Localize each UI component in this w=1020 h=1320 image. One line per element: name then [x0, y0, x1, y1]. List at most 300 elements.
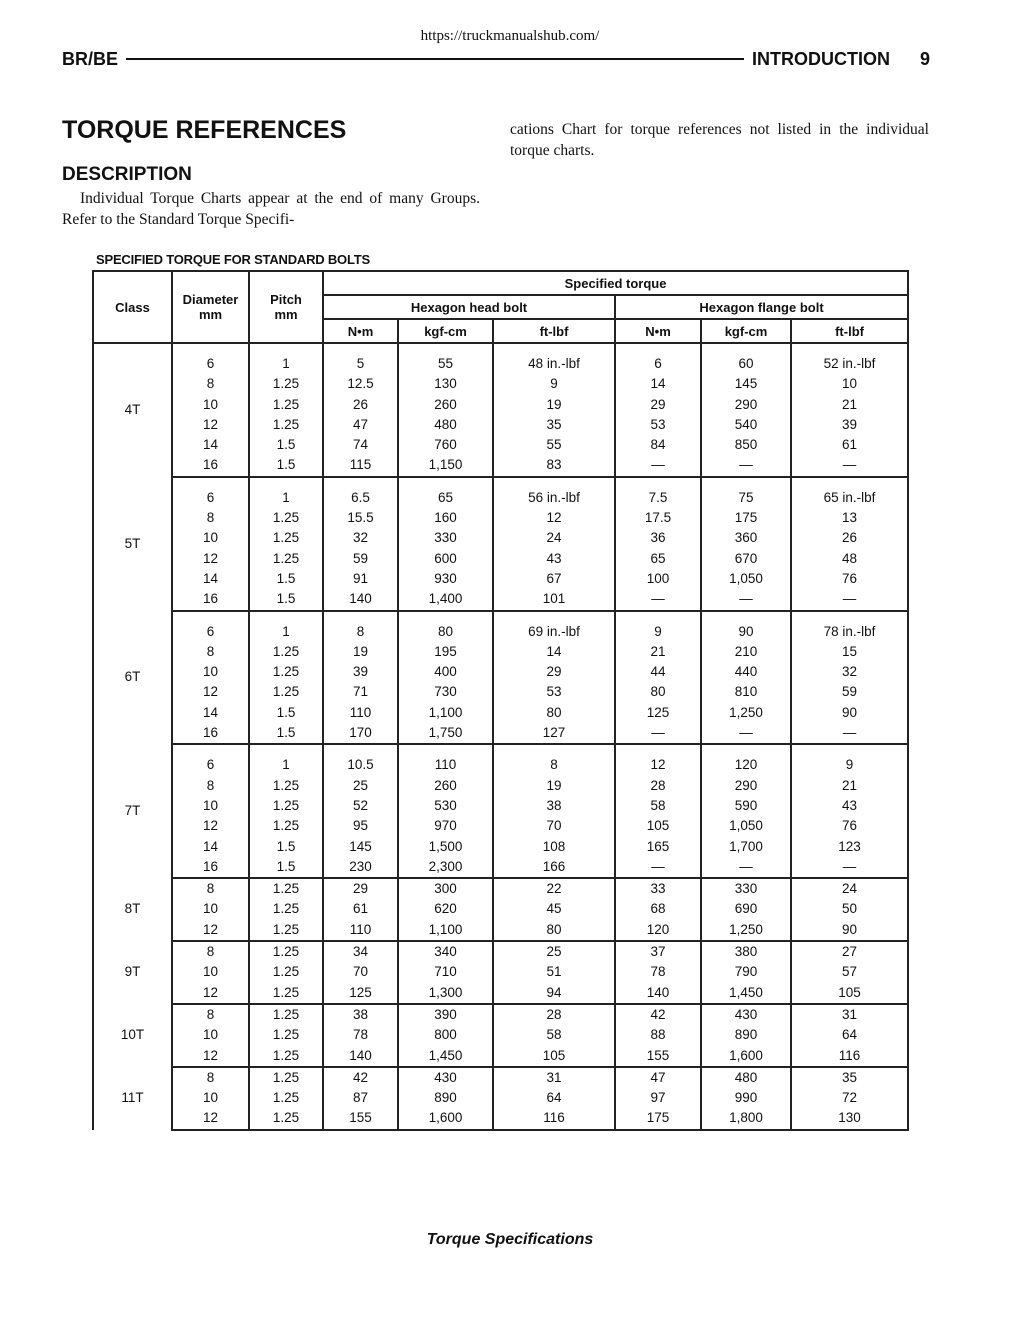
head-ftlbf-cell: 166 [493, 857, 615, 878]
spacer-cell [249, 744, 323, 755]
head-ftlbf-cell: 83 [493, 455, 615, 476]
pitch-cell: 1.5 [249, 435, 323, 455]
head-nm-cell: 26 [323, 395, 398, 415]
head-kgf-cell: 530 [398, 796, 493, 816]
head-ftlbf-cell: 80 [493, 920, 615, 941]
pitch-cell: 1.25 [249, 983, 323, 1004]
flange-kgf-cell: — [701, 589, 791, 610]
running-header [62, 48, 930, 70]
flange-ftlbf-cell: 35 [791, 1067, 908, 1088]
head-nm-cell: 61 [323, 899, 398, 919]
pitch-cell: 1.25 [249, 1108, 323, 1129]
flange-kgf-cell: 1,250 [701, 920, 791, 941]
flange-kgf-cell: 90 [701, 622, 791, 642]
table-row [93, 435, 908, 455]
header-diameter [172, 271, 249, 343]
diameter-cell: 12 [172, 816, 249, 836]
flange-kgf-cell: 210 [701, 642, 791, 662]
flange-nm-cell: 78 [615, 962, 701, 982]
table-row [93, 415, 908, 435]
spacer-cell [701, 744, 791, 755]
flange-kgf-cell: 440 [701, 662, 791, 682]
flange-kgf-cell: 590 [701, 796, 791, 816]
group-spacer-row [93, 611, 908, 622]
flange-nm-cell: 7.5 [615, 488, 701, 508]
pitch-cell: 1.5 [249, 589, 323, 610]
description-paragraph-left: Individual Torque Charts appear at the end of many Groups. Refer to the Standard Torque Specifi- [62, 190, 480, 228]
table-row [93, 662, 908, 682]
flange-kgf-cell: 380 [701, 941, 791, 962]
head-kgf-cell: 1,300 [398, 983, 493, 1004]
table-title: SPECIFIED TORQUE FOR STANDARD BOLTS [96, 252, 370, 267]
flange-ftlbf-cell: 27 [791, 941, 908, 962]
diameter-cell: 8 [172, 878, 249, 899]
head-ftlbf-cell: 108 [493, 837, 615, 857]
table-row [93, 622, 908, 642]
flange-nm-cell: 17.5 [615, 508, 701, 528]
head-nm-cell: 47 [323, 415, 398, 435]
head-nm-cell: 170 [323, 723, 398, 744]
table-row [93, 878, 908, 899]
head-kgf-cell: 2,300 [398, 857, 493, 878]
flange-ftlbf-cell: 72 [791, 1088, 908, 1108]
flange-ftlbf-cell: 9 [791, 755, 908, 775]
torque-table-wrapper [92, 270, 907, 1131]
flange-nm-cell: 29 [615, 395, 701, 415]
torque-table [92, 270, 909, 1131]
pitch-cell: 1.25 [249, 1067, 323, 1088]
class-cell: 9T [93, 941, 172, 1004]
head-nm-cell: 32 [323, 528, 398, 548]
pitch-cell: 1.5 [249, 703, 323, 723]
head-ftlbf-cell: 12 [493, 508, 615, 528]
pitch-cell: 1.25 [249, 662, 323, 682]
pitch-cell: 1.25 [249, 549, 323, 569]
flange-kgf-cell: — [701, 857, 791, 878]
figure-caption: Torque Specifications [426, 1231, 594, 1248]
header-flange-kgf: kgf-cm [701, 319, 791, 343]
class-cell: 11T [93, 1067, 172, 1130]
header-flange-nm: N•m [615, 319, 701, 343]
flange-nm-cell: 33 [615, 878, 701, 899]
head-ftlbf-cell: 28 [493, 1004, 615, 1025]
head-nm-cell: 140 [323, 589, 398, 610]
head-nm-cell: 6.5 [323, 488, 398, 508]
head-kgf-cell: 330 [398, 528, 493, 548]
flange-nm-cell: 21 [615, 642, 701, 662]
class-cell: 6T [93, 611, 172, 745]
pitch-cell: 1.25 [249, 1025, 323, 1045]
header-rule [126, 58, 744, 60]
head-nm-cell: 145 [323, 837, 398, 857]
pitch-cell: 1.5 [249, 569, 323, 589]
flange-nm-cell: 14 [615, 374, 701, 394]
head-kgf-cell: 970 [398, 816, 493, 836]
flange-nm-cell: — [615, 857, 701, 878]
flange-nm-cell: — [615, 589, 701, 610]
flange-kgf-cell: 1,700 [701, 837, 791, 857]
head-ftlbf-cell: 45 [493, 899, 615, 919]
diameter-cell: 12 [172, 549, 249, 569]
flange-ftlbf-cell: — [791, 455, 908, 476]
spacer-cell [791, 744, 908, 755]
spacer-cell [493, 477, 615, 488]
diameter-cell: 14 [172, 837, 249, 857]
flange-nm-cell: 80 [615, 682, 701, 702]
flange-ftlbf-cell: 21 [791, 776, 908, 796]
spacer-cell [701, 611, 791, 622]
spacer-cell [493, 343, 615, 354]
table-row [93, 1046, 908, 1067]
head-ftlbf-cell: 8 [493, 755, 615, 775]
table-row [93, 857, 908, 878]
table-row [93, 899, 908, 919]
spacer-cell [493, 744, 615, 755]
spacer-cell [398, 477, 493, 488]
head-kgf-cell: 1,100 [398, 920, 493, 941]
flange-kgf-cell: 1,800 [701, 1108, 791, 1129]
flange-ftlbf-cell: 105 [791, 983, 908, 1004]
flange-nm-cell: 97 [615, 1088, 701, 1108]
header-head-nm: N•m [323, 319, 398, 343]
head-ftlbf-cell: 25 [493, 941, 615, 962]
diameter-cell: 8 [172, 642, 249, 662]
flange-nm-cell: 42 [615, 1004, 701, 1025]
diameter-cell: 14 [172, 435, 249, 455]
flange-nm-cell: 84 [615, 435, 701, 455]
flange-ftlbf-cell: 52 in.-lbf [791, 354, 908, 374]
pitch-cell: 1.25 [249, 508, 323, 528]
spacer-cell [615, 744, 701, 755]
head-ftlbf-cell: 55 [493, 435, 615, 455]
pitch-cell: 1.25 [249, 776, 323, 796]
table-row [93, 796, 908, 816]
head-ftlbf-cell: 56 in.-lbf [493, 488, 615, 508]
flange-ftlbf-cell: 90 [791, 703, 908, 723]
pitch-cell: 1.25 [249, 796, 323, 816]
table-row [93, 755, 908, 775]
table-row [93, 983, 908, 1004]
head-nm-cell: 70 [323, 962, 398, 982]
table-row [93, 941, 908, 962]
head-ftlbf-cell: 58 [493, 1025, 615, 1045]
header-hexagon-flange-bolt: Hexagon flange bolt [615, 295, 908, 319]
flange-kgf-cell: 290 [701, 395, 791, 415]
flange-nm-cell: — [615, 723, 701, 744]
table-row [93, 528, 908, 548]
head-ftlbf-cell: 19 [493, 395, 615, 415]
head-kgf-cell: 890 [398, 1088, 493, 1108]
head-ftlbf-cell: 19 [493, 776, 615, 796]
table-row [93, 962, 908, 982]
head-kgf-cell: 800 [398, 1025, 493, 1045]
table-row [93, 508, 908, 528]
flange-ftlbf-cell: 57 [791, 962, 908, 982]
class-group-6 [93, 1004, 908, 1067]
source-url[interactable]: https://truckmanualshub.com/ [420, 28, 600, 44]
head-nm-cell: 78 [323, 1025, 398, 1045]
class-group-2 [93, 611, 908, 745]
flange-kgf-cell: 75 [701, 488, 791, 508]
flange-nm-cell: 155 [615, 1046, 701, 1067]
diameter-cell: 12 [172, 1046, 249, 1067]
header-hexagon-head-bolt: Hexagon head bolt [323, 295, 615, 319]
flange-ftlbf-cell: 43 [791, 796, 908, 816]
head-kgf-cell: 480 [398, 415, 493, 435]
head-ftlbf-cell: 94 [493, 983, 615, 1004]
head-ftlbf-cell: 51 [493, 962, 615, 982]
section-subtitle: DESCRIPTION [62, 164, 192, 185]
pitch-cell: 1 [249, 354, 323, 374]
spacer-cell [323, 477, 398, 488]
pitch-cell: 1.5 [249, 455, 323, 476]
flange-ftlbf-cell: 31 [791, 1004, 908, 1025]
table-row [93, 488, 908, 508]
header-head-kgf: kgf-cm [398, 319, 493, 343]
diameter-cell: 10 [172, 796, 249, 816]
head-nm-cell: 59 [323, 549, 398, 569]
flange-ftlbf-cell: 32 [791, 662, 908, 682]
head-nm-cell: 42 [323, 1067, 398, 1088]
head-kgf-cell: 1,450 [398, 1046, 493, 1067]
flange-nm-cell: 125 [615, 703, 701, 723]
spacer-cell [615, 611, 701, 622]
table-row [93, 920, 908, 941]
head-kgf-cell: 730 [398, 682, 493, 702]
diameter-cell: 6 [172, 622, 249, 642]
flange-kgf-cell: 120 [701, 755, 791, 775]
spacer-cell [398, 611, 493, 622]
class-group-1 [93, 477, 908, 611]
header-diameter-label: Diameter [182, 292, 239, 307]
head-ftlbf-cell: 127 [493, 723, 615, 744]
header-pitch-unit: mm [274, 307, 298, 322]
head-nm-cell: 15.5 [323, 508, 398, 528]
table-row [93, 682, 908, 702]
diameter-cell: 14 [172, 703, 249, 723]
spacer-cell [615, 477, 701, 488]
flange-kgf-cell: 690 [701, 899, 791, 919]
flange-kgf-cell: 480 [701, 1067, 791, 1088]
diameter-cell: 8 [172, 1067, 249, 1088]
table-row [93, 1025, 908, 1045]
spacer-cell [323, 343, 398, 354]
flange-ftlbf-cell: — [791, 589, 908, 610]
pitch-cell: 1.25 [249, 528, 323, 548]
flange-ftlbf-cell: 130 [791, 1108, 908, 1129]
flange-nm-cell: 37 [615, 941, 701, 962]
head-nm-cell: 87 [323, 1088, 398, 1108]
spacer-cell [323, 611, 398, 622]
diameter-cell: 12 [172, 682, 249, 702]
class-group-4 [93, 878, 908, 941]
pitch-cell: 1.25 [249, 1004, 323, 1025]
head-ftlbf-cell: 69 in.-lbf [493, 622, 615, 642]
page-number: 9 [919, 48, 930, 69]
diameter-cell: 12 [172, 983, 249, 1004]
table-row [93, 703, 908, 723]
spacer-cell [172, 744, 249, 755]
head-kgf-cell: 1,150 [398, 455, 493, 476]
head-nm-cell: 115 [323, 455, 398, 476]
flange-ftlbf-cell: 26 [791, 528, 908, 548]
flange-kgf-cell: 430 [701, 1004, 791, 1025]
flange-nm-cell: 175 [615, 1108, 701, 1129]
head-nm-cell: 125 [323, 983, 398, 1004]
flange-kgf-cell: 1,600 [701, 1046, 791, 1067]
head-kgf-cell: 710 [398, 962, 493, 982]
spacer-cell [172, 477, 249, 488]
head-nm-cell: 155 [323, 1108, 398, 1129]
flange-nm-cell: — [615, 455, 701, 476]
head-kgf-cell: 760 [398, 435, 493, 455]
flange-ftlbf-cell: 13 [791, 508, 908, 528]
pitch-cell: 1.5 [249, 837, 323, 857]
head-nm-cell: 230 [323, 857, 398, 878]
head-kgf-cell: 260 [398, 776, 493, 796]
header-head-ftlbf: ft-lbf [493, 319, 615, 343]
head-nm-cell: 52 [323, 796, 398, 816]
head-ftlbf-cell: 105 [493, 1046, 615, 1067]
table-row [93, 569, 908, 589]
pitch-cell: 1.25 [249, 920, 323, 941]
header-diameter-unit: mm [198, 307, 223, 322]
diameter-cell: 16 [172, 857, 249, 878]
spacer-cell [701, 477, 791, 488]
flange-ftlbf-cell: 116 [791, 1046, 908, 1067]
diameter-cell: 8 [172, 508, 249, 528]
flange-ftlbf-cell: 76 [791, 569, 908, 589]
head-kgf-cell: 930 [398, 569, 493, 589]
flange-nm-cell: 120 [615, 920, 701, 941]
pitch-cell: 1.25 [249, 395, 323, 415]
class-group-5 [93, 941, 908, 1004]
diameter-cell: 8 [172, 776, 249, 796]
head-nm-cell: 34 [323, 941, 398, 962]
head-nm-cell: 95 [323, 816, 398, 836]
flange-nm-cell: 65 [615, 549, 701, 569]
head-ftlbf-cell: 35 [493, 415, 615, 435]
diameter-cell: 12 [172, 1108, 249, 1129]
table-row [93, 1108, 908, 1129]
head-ftlbf-cell: 64 [493, 1088, 615, 1108]
class-cell: 7T [93, 744, 172, 878]
head-nm-cell: 38 [323, 1004, 398, 1025]
table-row [93, 354, 908, 374]
head-ftlbf-cell: 31 [493, 1067, 615, 1088]
head-ftlbf-cell: 101 [493, 589, 615, 610]
flange-ftlbf-cell: 65 in.-lbf [791, 488, 908, 508]
spacer-cell [615, 343, 701, 354]
table-row [93, 816, 908, 836]
flange-ftlbf-cell: 123 [791, 837, 908, 857]
pitch-cell: 1 [249, 755, 323, 775]
flange-ftlbf-cell: — [791, 723, 908, 744]
diameter-cell: 6 [172, 755, 249, 775]
pitch-cell: 1.25 [249, 878, 323, 899]
head-ftlbf-cell: 22 [493, 878, 615, 899]
flange-nm-cell: 165 [615, 837, 701, 857]
head-nm-cell: 8 [323, 622, 398, 642]
spacer-cell [791, 343, 908, 354]
head-nm-cell: 19 [323, 642, 398, 662]
flange-ftlbf-cell: 10 [791, 374, 908, 394]
head-kgf-cell: 80 [398, 622, 493, 642]
table-row [93, 1004, 908, 1025]
flange-kgf-cell: 330 [701, 878, 791, 899]
diameter-cell: 10 [172, 1025, 249, 1045]
head-ftlbf-cell: 24 [493, 528, 615, 548]
spacer-cell [791, 611, 908, 622]
head-kgf-cell: 620 [398, 899, 493, 919]
head-nm-cell: 110 [323, 920, 398, 941]
head-kgf-cell: 1,750 [398, 723, 493, 744]
head-kgf-cell: 65 [398, 488, 493, 508]
diameter-cell: 10 [172, 395, 249, 415]
group-spacer-row [93, 343, 908, 354]
head-nm-cell: 71 [323, 682, 398, 702]
head-nm-cell: 5 [323, 354, 398, 374]
flange-nm-cell: 58 [615, 796, 701, 816]
diameter-cell: 10 [172, 962, 249, 982]
head-ftlbf-cell: 70 [493, 816, 615, 836]
diameter-cell: 8 [172, 941, 249, 962]
head-kgf-cell: 600 [398, 549, 493, 569]
header-section: INTRODUCTION [751, 48, 890, 69]
head-kgf-cell: 400 [398, 662, 493, 682]
pitch-cell: 1.25 [249, 941, 323, 962]
table-row [93, 589, 908, 610]
diameter-cell: 6 [172, 488, 249, 508]
header-flange-ftlbf: ft-lbf [791, 319, 908, 343]
head-nm-cell: 91 [323, 569, 398, 589]
head-ftlbf-cell: 116 [493, 1108, 615, 1129]
spacer-cell [249, 343, 323, 354]
spacer-cell [398, 343, 493, 354]
group-spacer-row [93, 744, 908, 755]
spacer-cell [398, 744, 493, 755]
flange-kgf-cell: 1,050 [701, 816, 791, 836]
spacer-cell [493, 611, 615, 622]
diameter-cell: 10 [172, 1088, 249, 1108]
head-ftlbf-cell: 80 [493, 703, 615, 723]
diameter-cell: 6 [172, 354, 249, 374]
pitch-cell: 1.25 [249, 642, 323, 662]
flange-nm-cell: 28 [615, 776, 701, 796]
head-ftlbf-cell: 9 [493, 374, 615, 394]
spacer-cell [323, 744, 398, 755]
flange-ftlbf-cell: 78 in.-lbf [791, 622, 908, 642]
flange-kgf-cell: 145 [701, 374, 791, 394]
flange-kgf-cell: 670 [701, 549, 791, 569]
flange-ftlbf-cell: 90 [791, 920, 908, 941]
table-row [93, 549, 908, 569]
head-kgf-cell: 110 [398, 755, 493, 775]
table-row [93, 395, 908, 415]
head-kgf-cell: 1,100 [398, 703, 493, 723]
head-kgf-cell: 300 [398, 878, 493, 899]
flange-ftlbf-cell: 21 [791, 395, 908, 415]
head-nm-cell: 12.5 [323, 374, 398, 394]
pitch-cell: 1.25 [249, 899, 323, 919]
diameter-cell: 14 [172, 569, 249, 589]
class-cell: 5T [93, 477, 172, 611]
table-row [93, 723, 908, 744]
head-kgf-cell: 390 [398, 1004, 493, 1025]
header-model: BR/BE [62, 48, 119, 69]
head-nm-cell: 25 [323, 776, 398, 796]
diameter-cell: 16 [172, 723, 249, 744]
